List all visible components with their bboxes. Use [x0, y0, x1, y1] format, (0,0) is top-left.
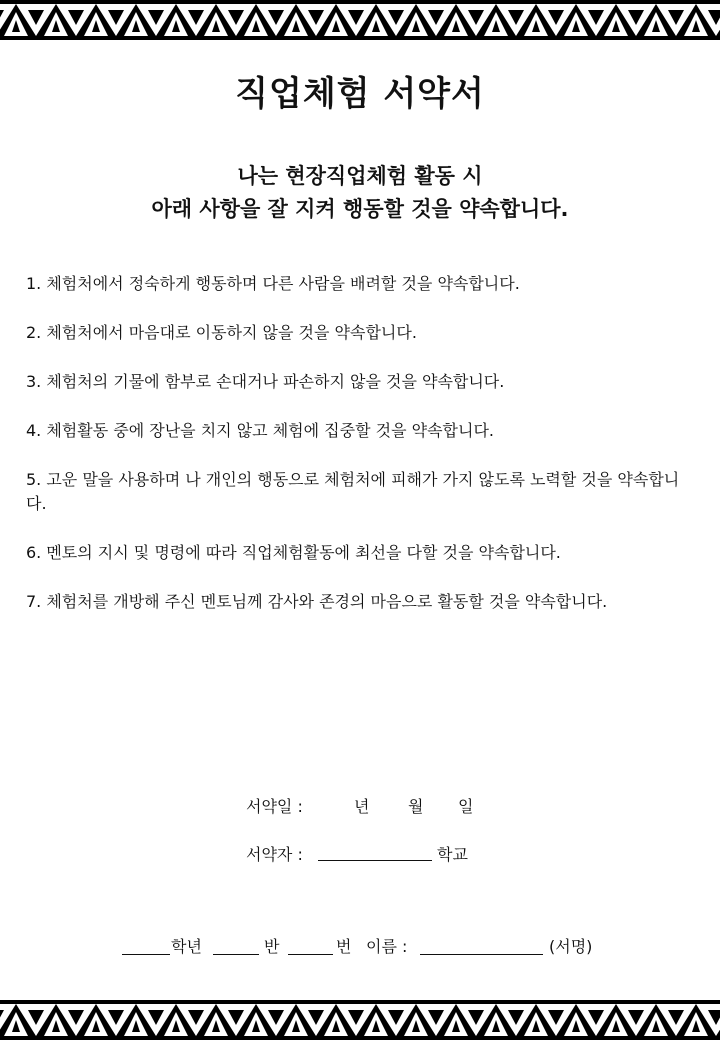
number-blank[interactable]: [288, 954, 333, 955]
year-label: 년: [354, 797, 370, 816]
month-label: 월: [408, 797, 424, 816]
pledge-item-1: 1. 체험처에서 정숙하게 행동하며 다른 사람을 배려할 것을 약속합니다.: [26, 274, 520, 293]
top-triangle-border: [0, 0, 720, 40]
bottom-triangle-border: [0, 1000, 720, 1040]
grade-label: 학년: [171, 937, 202, 956]
pledge-item-7: 7. 체험처를 개방해 주신 멘토님께 감사와 존경의 마음으로 활동할 것을 약속합니다.: [26, 592, 608, 611]
pledge-date-label: 서약일 :: [246, 797, 303, 816]
pledge-item-3: 3. 체험처의 기물에 함부로 손대거나 파손하지 않을 것을 약속합니다.: [26, 372, 505, 391]
pledge-item-5: 5. 고운 말을 사용하며 나 개인의 행동으로 체험처에 피해가 가지 않도록 노력할 것을 약속합니다.: [26, 470, 680, 513]
pledge-item-6: 6. 멘토의 지시 및 명령에 따라 직업체험활동에 최선을 다할 것을 약속합니다.: [26, 543, 561, 562]
pledge-item-4: 4. 체험활동 중에 장난을 치지 않고 체험에 집중할 것을 약속합니다.: [26, 421, 494, 440]
intro-line-2: 아래 사항을 잘 지켜 행동할 것을 약속합니다.: [151, 197, 569, 221]
grade-blank[interactable]: [122, 954, 170, 955]
signer-label: 서약자 :: [246, 845, 303, 864]
pledge-intro: [0, 160, 720, 226]
number-label: 번: [336, 937, 352, 956]
document-title: 직업체험 서약서: [235, 74, 485, 114]
intro-line-1: 나는 현장직업체험 활동 시: [237, 164, 483, 188]
day-label: 일: [458, 797, 474, 816]
name-label: 이름 :: [366, 937, 408, 956]
signature-hint: (서명): [549, 937, 593, 956]
school-name-blank[interactable]: [318, 860, 432, 861]
class-label: 반: [264, 937, 280, 956]
name-blank[interactable]: [420, 954, 543, 955]
pledge-item-2: 2. 체험처에서 마음대로 이동하지 않을 것을 약속합니다.: [26, 323, 417, 342]
pledge-list: [26, 272, 696, 639]
school-label: 학교: [437, 845, 468, 864]
class-blank[interactable]: [213, 954, 259, 955]
